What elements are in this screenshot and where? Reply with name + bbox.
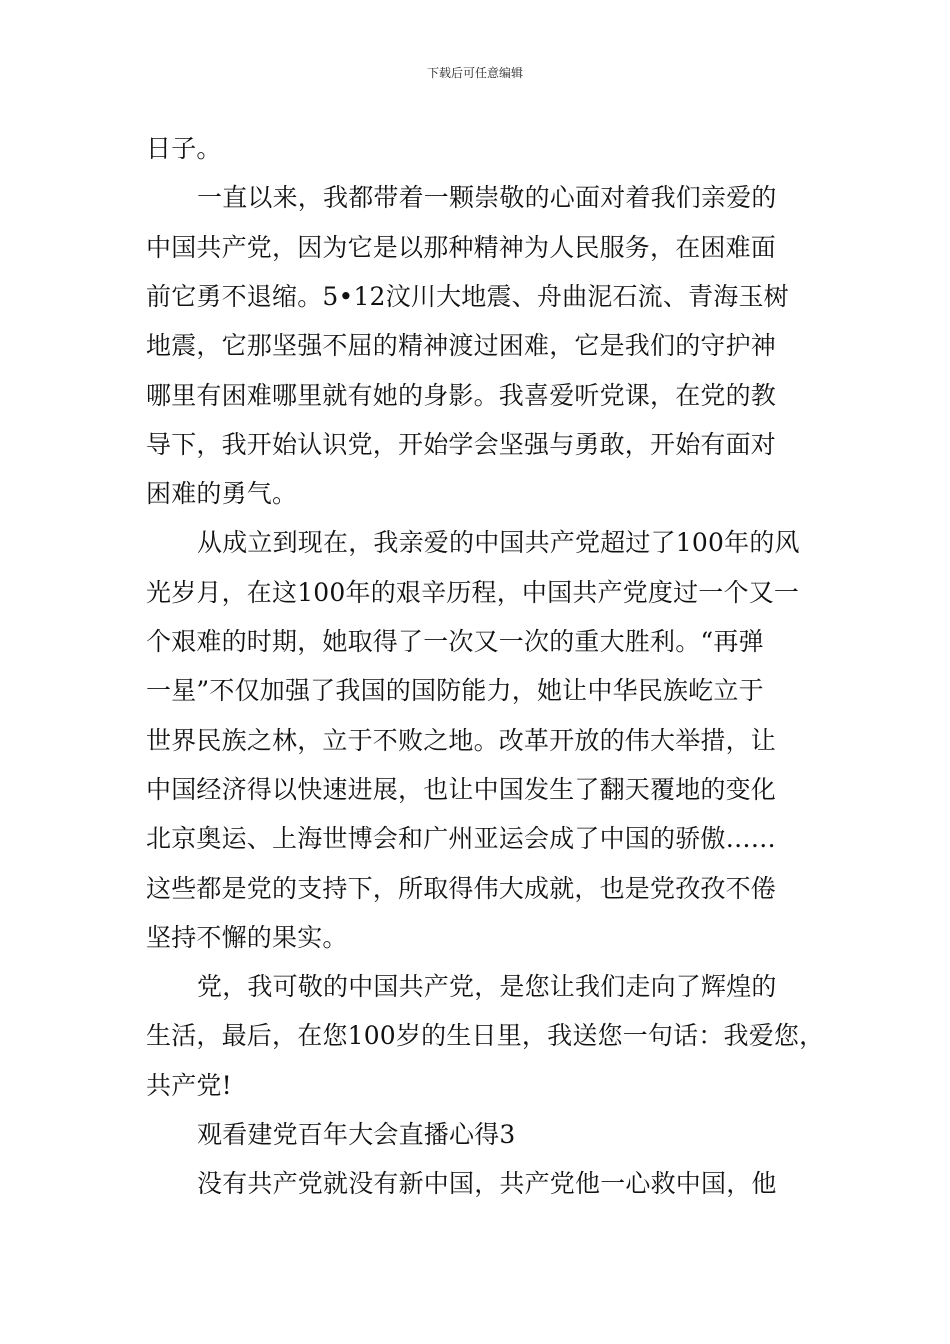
text-line: 坚持不懈的果实。	[146, 922, 348, 952]
paragraph-first-line: 从成立到现在，我亲爱的中国共产党超过了100年的风	[197, 528, 800, 558]
text-line: 这些都是党的支持下，所取得伟大成就，也是党孜孜不倦	[146, 873, 777, 903]
paragraph-first-line: 党，我可敬的中国共产党，是您让我们走向了辉煌的	[197, 972, 777, 1002]
text-line: 导下，我开始认识党，开始学会坚强与勇敢，开始有面对	[146, 429, 777, 459]
text-line: 一星”不仅加强了我国的国防能力，她让中华民族屹立于	[146, 676, 764, 706]
text-line: 个艰难的时期，她取得了一次又一次的重大胜利。“再弹	[146, 627, 764, 656]
text-line: 困难的勇气。	[146, 479, 298, 509]
text-line: 日子。	[146, 134, 222, 163]
text-line: 共产党!	[146, 1070, 232, 1100]
text-line: 地震，它那坚强不屈的精神渡过困难，它是我们的守护神	[146, 331, 777, 361]
text-line: 世界民族之林，立于不败之地。改革开放的伟大举措，让	[146, 725, 777, 755]
text-line: 光岁月，在这100年的艰辛历程，中国共产党度过一个又一	[146, 577, 800, 607]
text-line: 中国共产党，因为它是以那种精神为人民服务，在困难面	[146, 232, 777, 262]
paragraph-first-line: 一直以来，我都带着一颗崇敬的心面对着我们亲爱的	[197, 183, 777, 213]
paragraph-first-line: 观看建党百年大会直播心得3	[197, 1120, 516, 1149]
text-line: 生活，最后，在您100岁的生日里，我送您一句话：我爱您，	[146, 1021, 825, 1051]
text-line: 中国经济得以快速进展，也让中国发生了翻天覆地的变化	[146, 774, 777, 804]
text-line: 北京奥运、上海世博会和广州亚运会成了中国的骄傲……	[146, 824, 777, 854]
page-header: 下载后可任意编辑	[426, 66, 523, 80]
text-line: 前它勇不退缩。5•12汶川大地震、舟曲泥石流、青海玉树	[146, 281, 789, 311]
paragraph-first-line: 没有共产党就没有新中国，共产党他一心救中国，他	[197, 1169, 777, 1199]
text-line: 哪里有困难哪里就有她的身影。我喜爱听党课，在党的教	[146, 380, 777, 410]
